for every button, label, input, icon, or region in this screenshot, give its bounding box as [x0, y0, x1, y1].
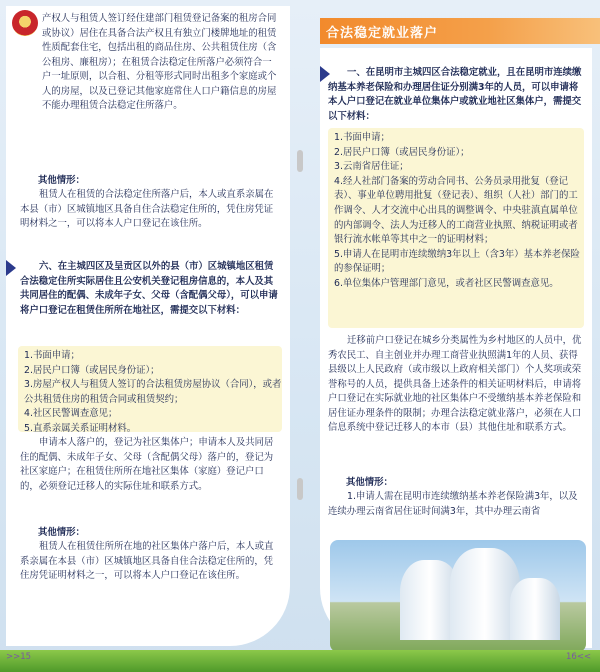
left-other-title-2: 其他情形：: [38, 527, 85, 538]
right-section-1-heading: 一、在昆明市主城四区合法稳定就业，且在昆明市连续缴纳基本养老保险和办理居住证分别满3年的人员，可以申请将本人户口登记在就业单位集体户或就业地社区集体户，需提交以下材料：: [328, 67, 582, 122]
right-material-item-3: 3.云南省居住证；: [334, 161, 409, 173]
right-material-item-4: 4.经人社部门备案的劳动合同书、公务员录用批复（登记表）、事业单位聘用批复（登记表）、组织（人社）部门的工作调令、人才交流中心出具的调整调令、中央驻滇直属单位的内部调令、法人为迁移人的工商营业执照、纳税证明或者银行流水帐单等其中之一的证明材料；: [334, 175, 578, 246]
left-materials-box: [18, 346, 282, 432]
left-page: [6, 6, 290, 646]
police-emblem-icon: [12, 10, 38, 36]
city-buildings-photo: [330, 540, 586, 652]
left-material-item-2: 2.居民户口簿（或居民身份证）；: [24, 364, 160, 376]
left-other-title-1: 其他情形：: [38, 175, 85, 186]
grass-footer: [0, 650, 600, 672]
section-banner: [320, 18, 600, 44]
binding-clip-top: [297, 150, 303, 172]
left-material-item-1: 1.书面申请；: [24, 350, 80, 361]
right-material-item-2: 2.居民户口簿（或居民身份证）；: [334, 146, 470, 158]
banner-title: 合法稳定就业落户: [326, 26, 439, 41]
left-material-item-4: 4.社区民警调查意见；: [24, 408, 118, 420]
left-section-6-heading: 六、在主城四区及呈贡区以外的县（市）区城镇地区租赁合法稳定住所实际居住且公安机关登记租房信息的，本人及其共同居住的配偶、未成年子女、父母（含配偶父母），可以申请将户口登记在租赁住所所在地社区，需提交以下材料：: [20, 261, 278, 316]
left-material-item-3: 3.房屋产权人与租赁人签订的合法租赁房屋协议（合同），或者公共租赁住房的租赁合同或租赁契约；: [24, 379, 282, 405]
left-section-6-body: 申请本人落户的，登记为社区集体户；申请本人及共同居住的配偶、未成年子女、父母（含配偶父母）落户的，登记为社区家庭户；在租赁住所所在地社区集体（家庭）登记户口的，必须登记迁移人的实际住址和联系方式。: [20, 437, 274, 492]
section-arrow-icon: [6, 260, 16, 276]
right-other-body: 1.申请人需在昆明市连续缴纳基本养老保险满3年，以及连续办理云南省居住证时间满3年，其中办理云南省: [328, 491, 578, 517]
right-material-item-6: 6.单位集体户管理部门意见，或者社区民警调查意见。: [334, 277, 559, 289]
right-other-title: 其他情形：: [346, 477, 393, 488]
left-other-body-1: 租赁人在租赁的合法稳定住所落户后，本人或直系亲属在本县（市）区城镇地区具备自住合法稳定住所的，凭住房凭证明材料之一，可以将本人户口登记在该住所。: [20, 189, 274, 229]
right-materials-box: [328, 128, 584, 328]
binding-clip-bottom: [297, 478, 303, 500]
right-section-1-body: 迁移前户口登记在城乡分类属性为乡村地区的人员中，优秀农民工、自主创业并办理工商营业执照满1年的人员、获得县级以上人民政府（或市级以上政府相关部门）个人奖项或荣誉称号的人员，提供具备上述条件的相关证明材料后，申请将户口登记在实际就业地的社区集体户不受缴纳基本养老保险和居住证办理条件的限制；办理合法稳定就业落户，必须在人口信息系统中登记迁移人的本市（县）其他住址和联系方式。: [328, 335, 582, 433]
right-page-number: 16<<: [566, 652, 592, 662]
left-page-number: >>15: [6, 652, 32, 662]
left-other-body-2: 租赁人在租赁住所所在地的社区集体户落户后，本人或直系亲属在本县（市）区城镇地区具备自住合法稳定住所的，凭住房凭证明材料之一，可以将本人户口登记在该住所。: [20, 541, 274, 581]
left-intro-paragraph: 产权人与租赁人签订经住建部门租赁登记备案的租房合同或协议）居住在具备合法产权且有独立门楼牌地址的租赁性质配套住宅，包括出租的商品住房、公共租赁住房（含公租房、廉租房）；在租赁合法稳定住所落户必须符合一户一址原则，以合租、分租等形式同时出租多个家庭或个人的房屋，以及已登记其他家庭常住人口户籍信息的房屋不能办理租赁合法稳定住所落户。: [42, 13, 277, 111]
right-material-item-1: 1.书面申请；: [334, 132, 390, 143]
left-material-item-5: 5.直系亲属关系证明材料。: [24, 422, 137, 434]
right-material-item-5: 5.申请人在昆明市连续缴纳3年以上（含3年）基本养老保险的参保证明；: [334, 248, 580, 275]
